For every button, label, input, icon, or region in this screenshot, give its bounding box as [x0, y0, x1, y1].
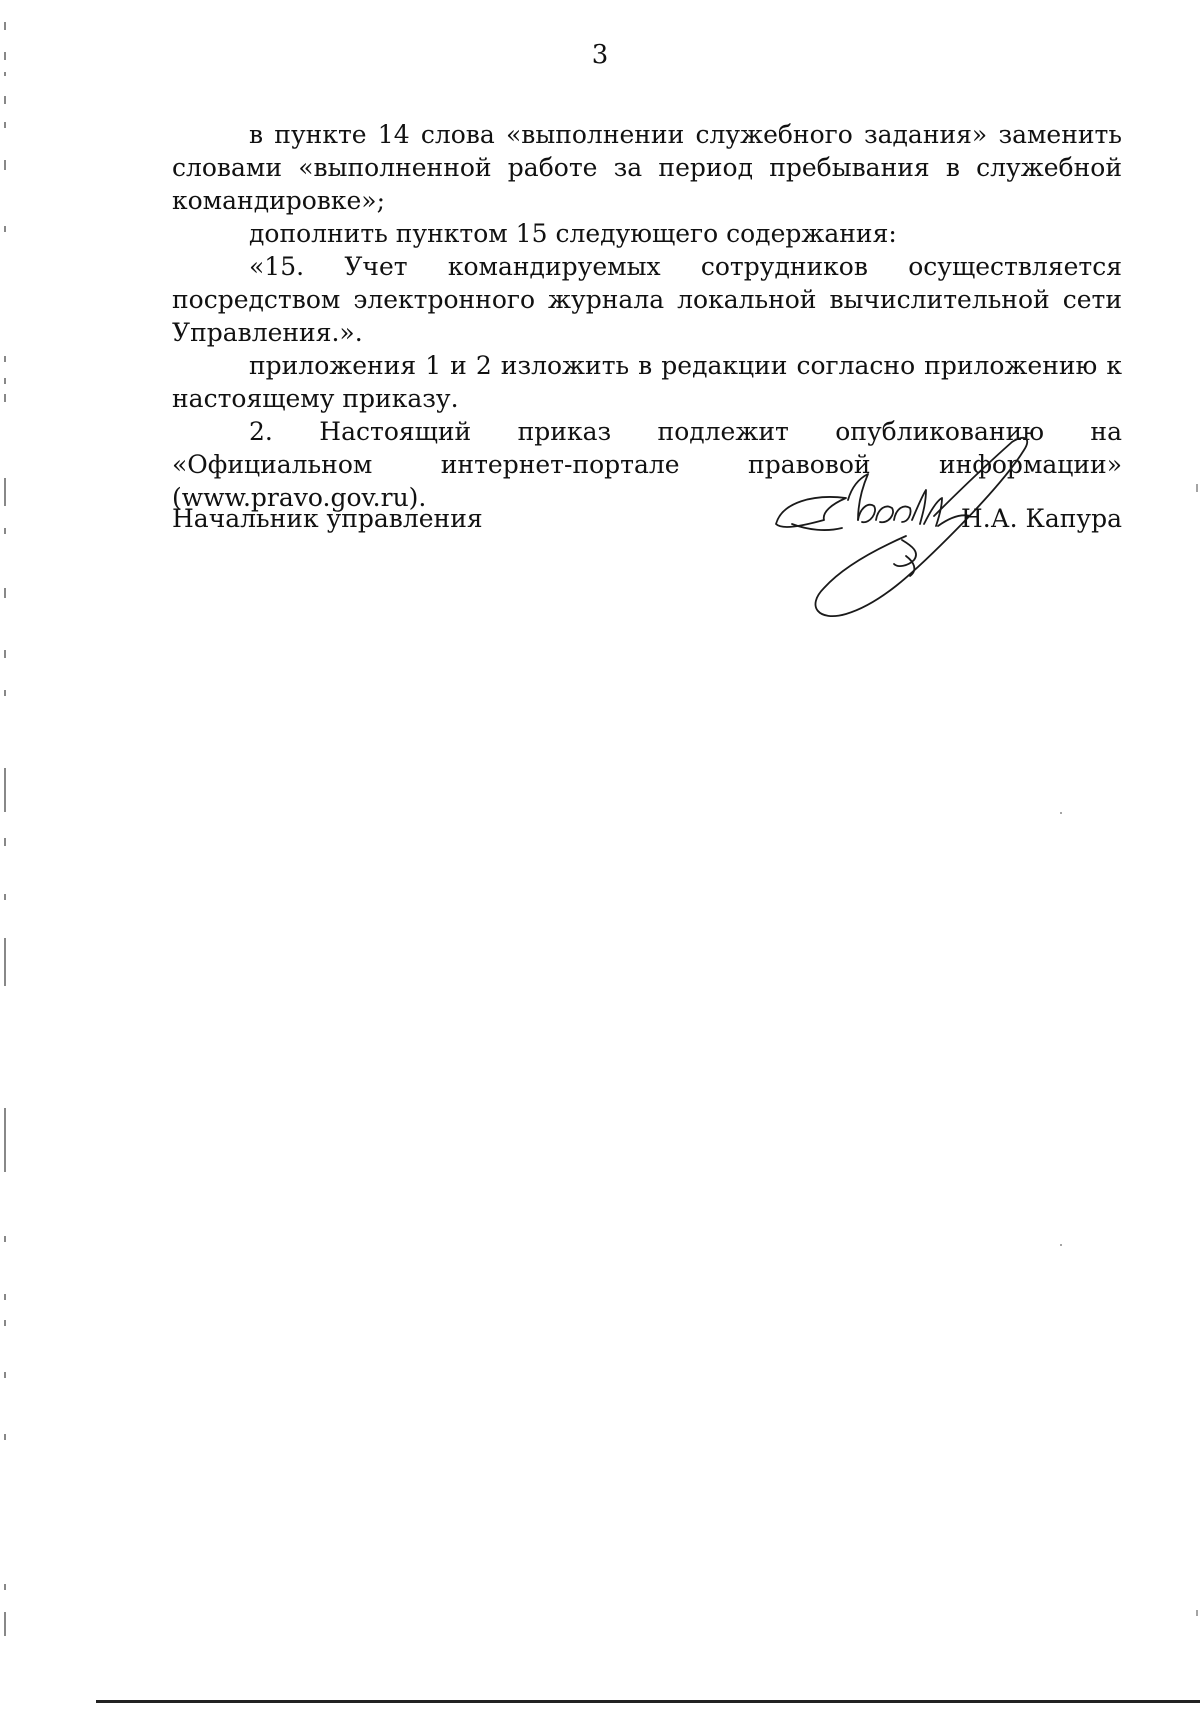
signer-name: Н.А. Капура [960, 504, 1122, 533]
page-number: 3 [591, 40, 609, 70]
paragraph-publication: 2. Настоящий приказ подлежит опубликованию на «Официальном интернет-портале правовой информации» (www.pravo.gov.ru). [172, 417, 1122, 512]
paragraph-add-item-15: дополнить пунктом 15 следующего содержания: [249, 219, 897, 248]
scan-margin-left [2, 0, 8, 1707]
scan-margin-right [1194, 0, 1200, 1707]
scan-speck [1060, 812, 1062, 814]
position-title: Начальник управления [172, 504, 483, 533]
scan-bottom-edge [96, 1700, 1200, 1703]
scan-speck [1060, 1244, 1062, 1246]
paragraph-amend-item-14: в пункте 14 слова «выполнении служебного задания» заменить словами «выполненной работе за период пребывания в служебной командировке»; [172, 120, 1122, 215]
paragraph-appendices: приложения 1 и 2 изложить в редакции согласно приложению к настоящему приказу. [172, 351, 1122, 413]
paragraph-item-15-text: «15. Учет командируемых сотрудников осуществляется посредством электронного журнала локальной вычислительной сети Управления.». [172, 252, 1122, 347]
signature-block [172, 488, 1122, 638]
